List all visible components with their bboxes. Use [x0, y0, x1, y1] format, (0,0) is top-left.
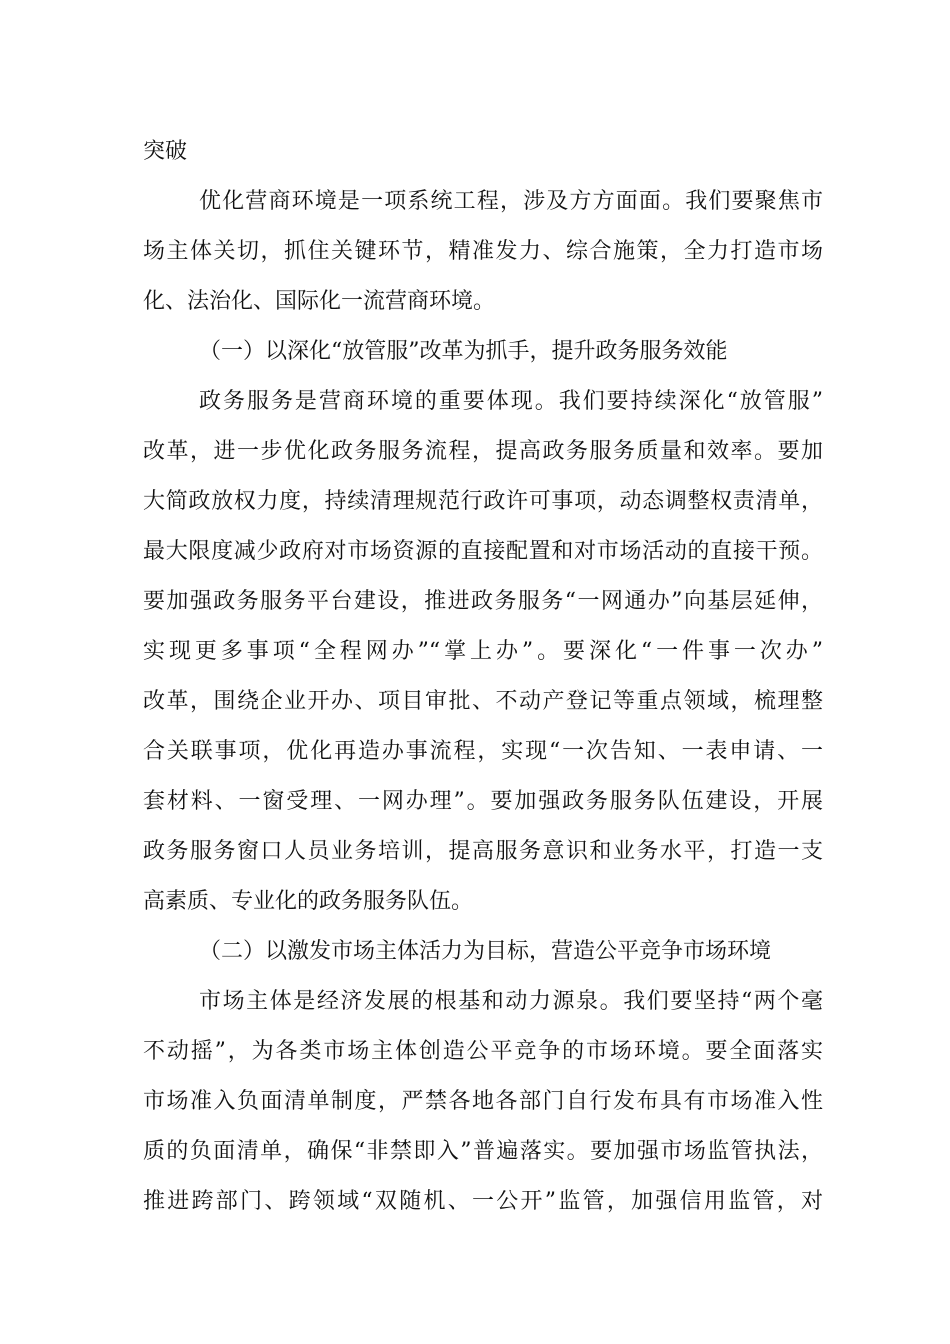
- paragraph-2-line-11: 高素质、专业化的政务服务队伍。: [143, 889, 474, 914]
- paragraph-2-line-2: 改革，进一步优化政务服务流程，提高政务服务质量和效率。要加: [143, 439, 823, 464]
- paragraph-3-line-3: 市场准入负面清单制度，严禁各地各部门自行发布具有市场准入性: [143, 1089, 823, 1114]
- paragraph-2-line-5: 要加强政务服务平台建设，推进政务服务“一网通办”向基层延伸，: [143, 589, 823, 614]
- paragraph-2-line-4: 最大限度减少政府对市场资源的直接配置和对市场活动的直接干预。: [143, 539, 823, 564]
- paragraph-line-continuation: 突破: [143, 139, 188, 164]
- paragraph-2-line-7: 改革，围绕企业开办、项目审批、不动产登记等重点领域，梳理整: [143, 689, 823, 714]
- paragraph-3-line-1: 市场主体是经济发展的根基和动力源泉。我们要坚持“两个毫: [199, 989, 823, 1014]
- paragraph-2-line-6: 实现更多事项“全程网办”“掌上办”。要深化“一件事一次办”: [143, 639, 823, 664]
- paragraph-2-line-3: 大简政放权力度，持续清理规范行政许可事项，动态调整权责清单，: [143, 489, 823, 514]
- paragraph-2-line-9: 套材料、一窗受理、一网办理”。要加强政务服务队伍建设，开展: [143, 789, 823, 814]
- paragraph-3-line-5: 推进跨部门、跨领域“双随机、一公开”监管，加强信用监管，对: [143, 1189, 823, 1214]
- paragraph-3-line-4: 质的负面清单，确保“非禁即入”普遍落实。要加强市场监管执法，: [143, 1139, 823, 1164]
- paragraph-2-line-1: 政务服务是营商环境的重要体现。我们要持续深化“放管服”: [199, 389, 823, 414]
- paragraph-1-line-2: 场主体关切，抓住关键环节，精准发力、综合施策，全力打造市场: [143, 239, 823, 264]
- section-heading-1: （一）以深化“放管服”改革为抓手，提升政务服务效能: [199, 339, 728, 364]
- paragraph-2-line-10: 政务服务窗口人员业务培训，提高服务意识和业务水平，打造一支: [143, 839, 823, 864]
- paragraph-2-line-8: 合关联事项，优化再造办事流程，实现“一次告知、一表申请、一: [143, 739, 823, 764]
- paragraph-3-line-2: 不动摇”，为各类市场主体创造公平竞争的市场环境。要全面落实: [143, 1039, 823, 1064]
- paragraph-1-line-3: 化、法治化、国际化一流营商环境。: [143, 289, 496, 314]
- section-heading-2: （二）以激发市场主体活力为目标，营造公平竞争市场环境: [199, 939, 772, 964]
- paragraph-1-line-1: 优化营商环境是一项系统工程，涉及方方面面。我们要聚焦市: [199, 189, 823, 214]
